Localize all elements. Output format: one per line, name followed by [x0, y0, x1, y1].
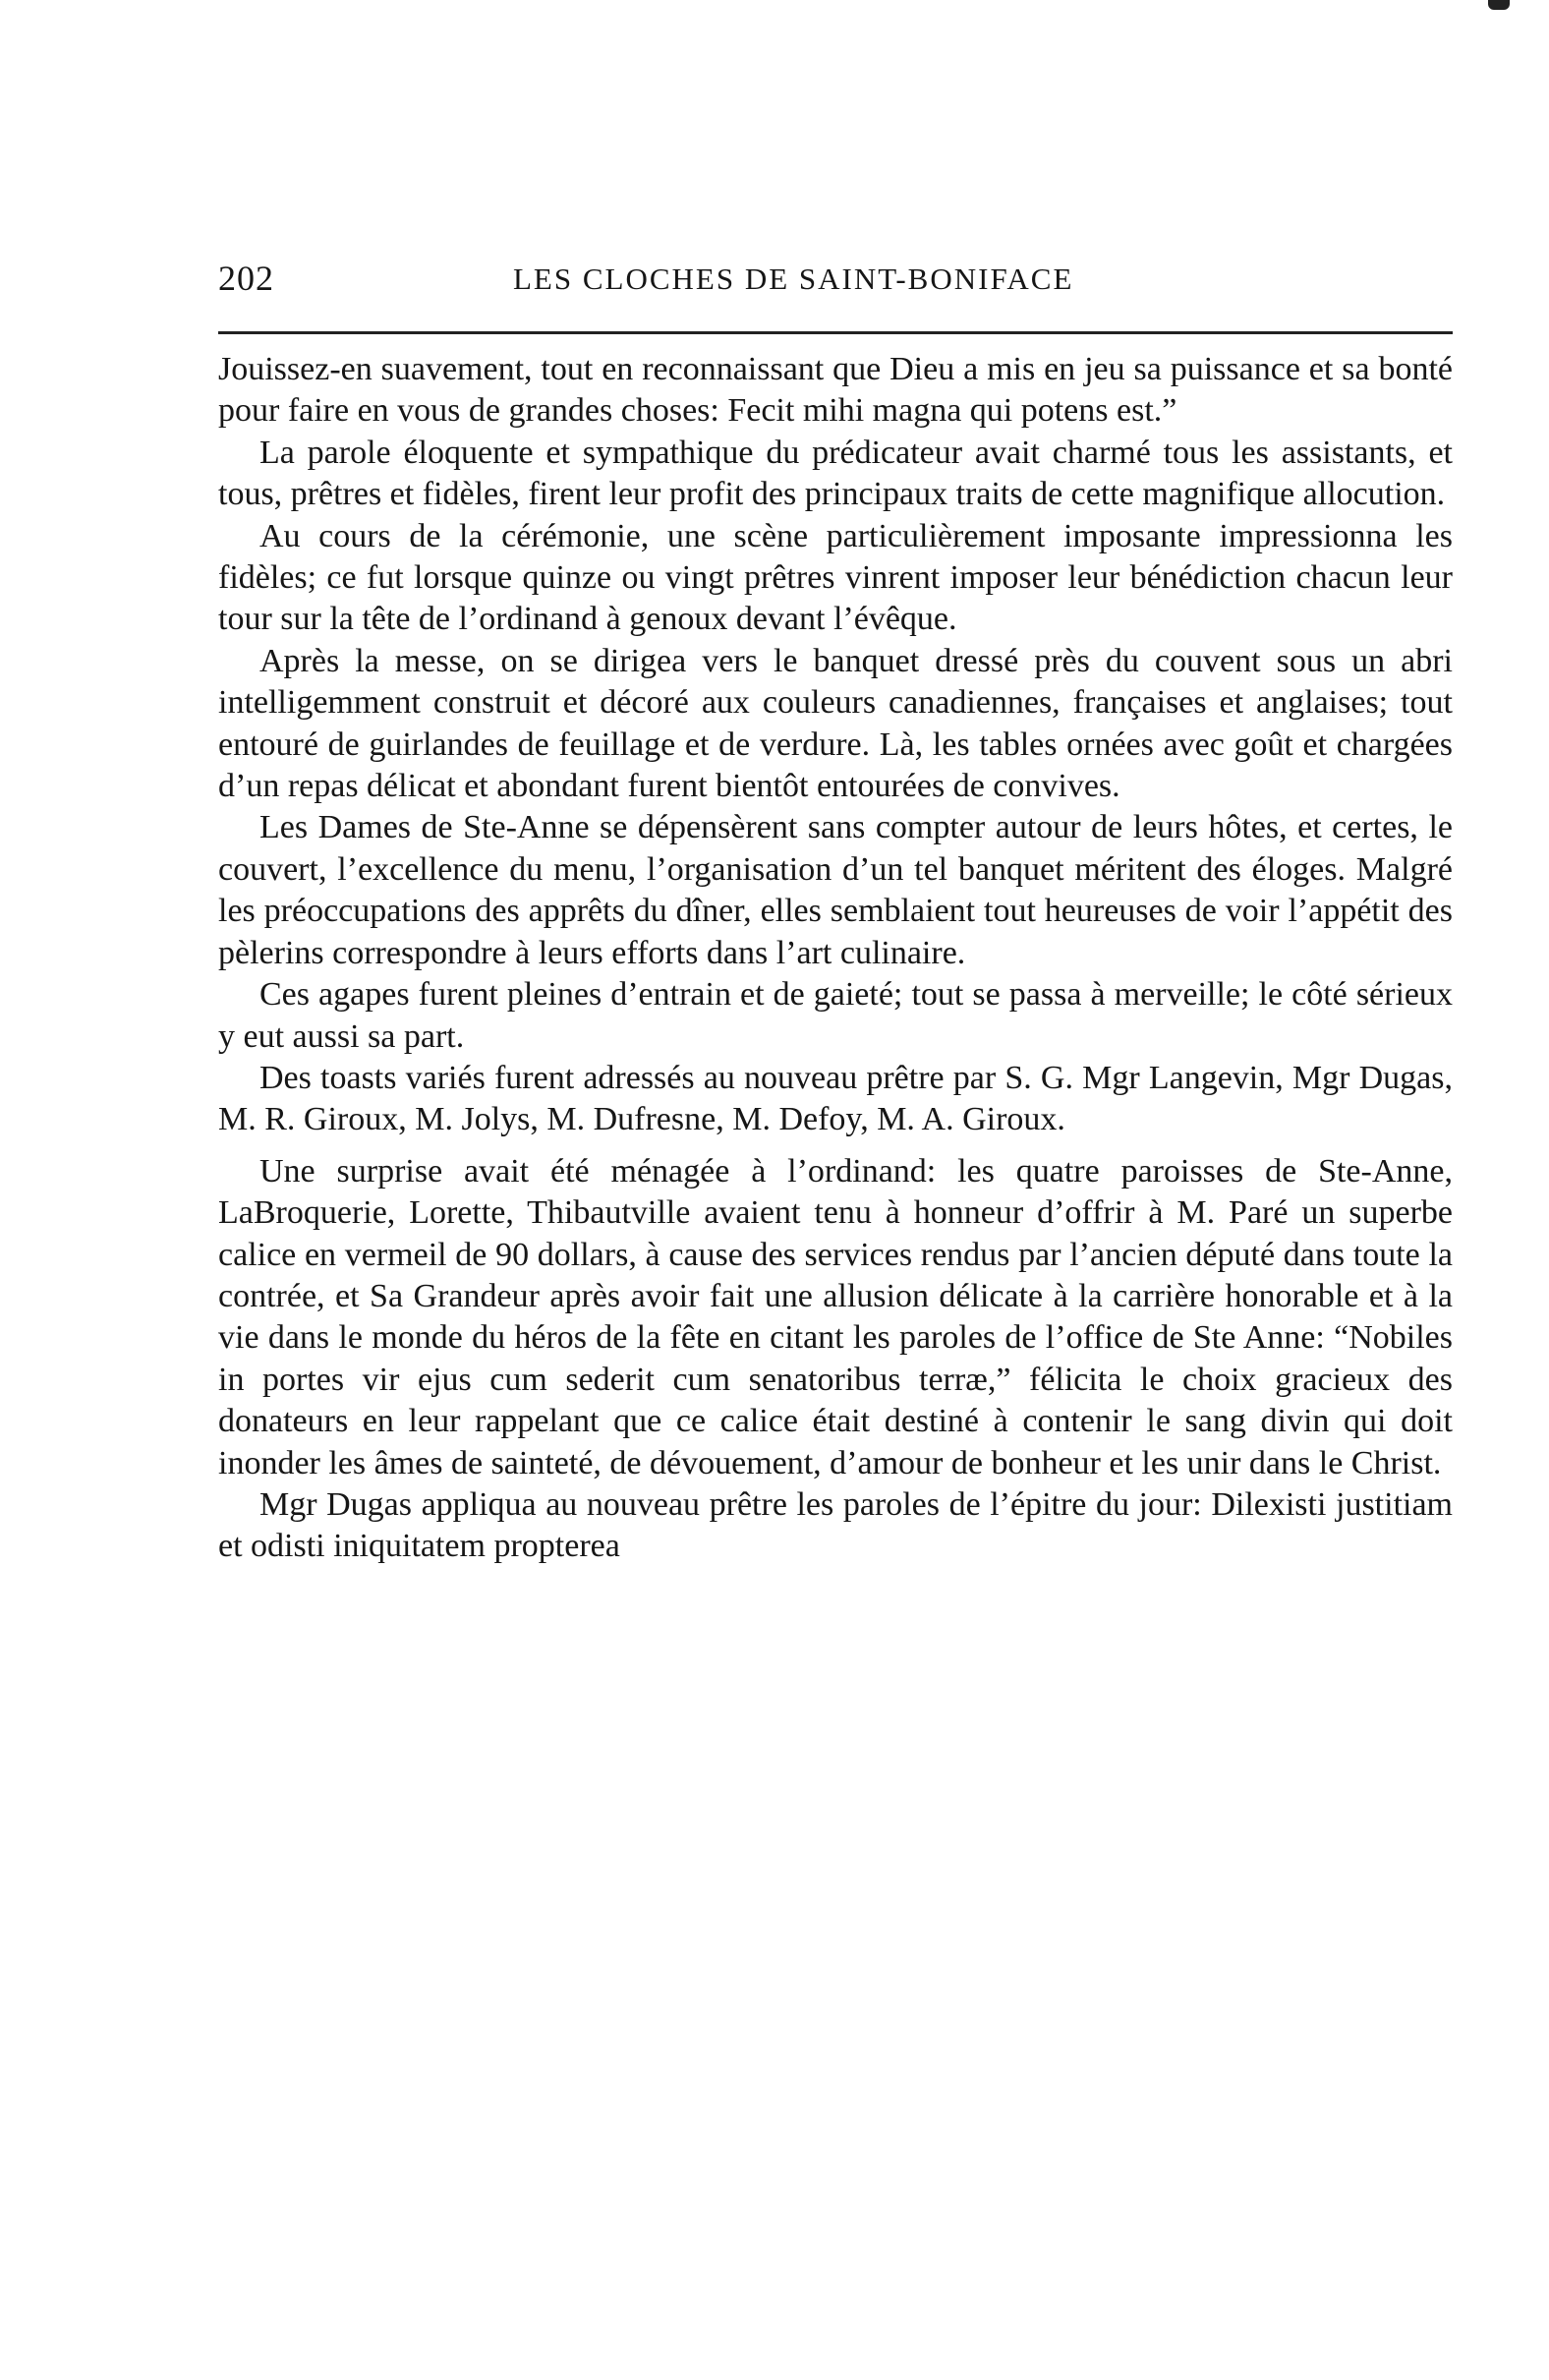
paragraph: Au cours de la cérémonie, une scène particulièrement imposante impressionna les fidèles; ce fut lorsque quinze ou vingt prêtres vinrent imposer leur bénédiction chacun leur tour sur la tête de l’ordinand à genoux devant l’évêque.: [218, 517, 1453, 638]
paragraph: Jouissez-en suavement, tout en reconnaissant que Dieu a mis en jeu sa puissance et sa bonté pour faire en vous de grandes choses: Fecit mihi magna qui potens est.”: [218, 351, 1453, 430]
paragraph: Ces agapes furent pleines d’entrain et de gaieté; tout se passa à merveille; le côté sérieux y eut aussi sa part.: [218, 976, 1453, 1055]
header-rule: [218, 331, 1453, 334]
body-text: [218, 349, 1453, 1568]
paragraph: Les Dames de Ste-Anne se dépensèrent sans compter autour de leurs hôtes, et certes, le couvert, l’excellence du menu, l’organisation d’un tel banquet méritent des éloges. Malgré les préoccupations des apprêts du dîner, elles semblaient tout heureuses de voir l’appétit des pèlerins correspondre à leurs efforts dans l’art culinaire.: [218, 809, 1453, 971]
page-number: 202: [218, 259, 274, 298]
scan-speck: [1488, 0, 1510, 10]
paragraph: La parole éloquente et sympathique du prédicateur avait charmé tous les assistants, et tous, prêtres et fidèles, firent leur profit des principaux traits de cette magnifique allocution.: [218, 434, 1453, 513]
paragraph: Des toasts variés furent adressés au nouveau prêtre par S. G. Mgr Langevin, Mgr Dugas, M. R. Giroux, M. Jolys, M. Dufresne, M. Defoy, M. A. Giroux.: [218, 1059, 1453, 1138]
running-title: LES CLOCHES DE SAINT-BONIFACE: [513, 261, 1074, 296]
paragraph: Mgr Dugas appliqua au nouveau prêtre les paroles de l’épitre du jour: Dilexisti justitiam et odisti iniquitatem propterea: [218, 1485, 1453, 1565]
paragraph: Après la messe, on se dirigea vers le banquet dressé près du couvent sous un abri intelligemment construit et décoré aux couleurs canadiennes, françaises et anglaises; tout entouré de guirlandes de feuillage et de verdure. Là, les tables ornées avec goût et chargées d’un repas délicat et abondant furent bientôt entourées de convives.: [218, 642, 1453, 805]
running-head: [218, 258, 1453, 307]
paragraph: Une surprise avait été ménagée à l’ordinand: les quatre paroisses de Ste-Anne, LaBroquerie, Lorette, Thibautville avaient tenu à honneur d’offrir à M. Paré un superbe calice en vermeil de 90 dollars, à cause des services rendus par l’ancien député dans toute la contrée, et Sa Grandeur après avoir fait une allusion délicate à la carrière honorable et à la vie dans le monde du héros de la fête en citant les paroles de l’office de Ste Anne: “Nobiles in portes vir ejus cum sederit cum senatoribus terræ,” félicita le choix gracieux des donateurs en leur rappelant que ce calice était destiné à contenir le sang divin qui doit inonder les âmes de sainteté, de dévouement, d’amour de bonheur et les unir dans le Christ.: [218, 1152, 1453, 1481]
